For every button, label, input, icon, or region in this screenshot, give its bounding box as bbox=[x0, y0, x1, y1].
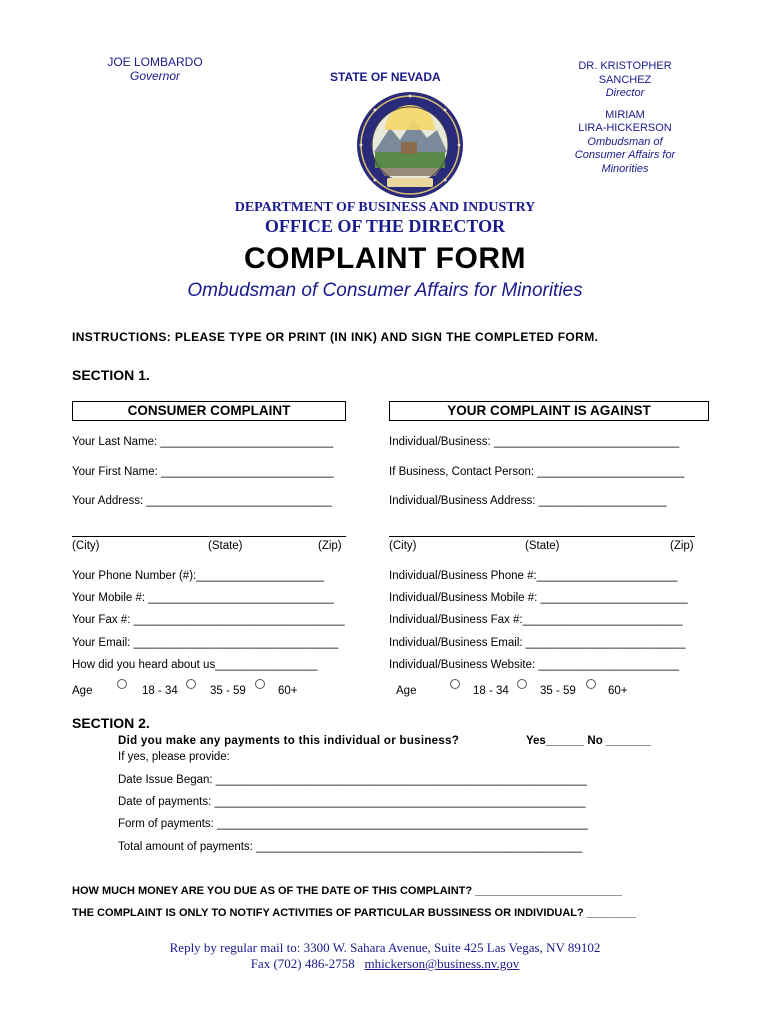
business-age-option-60-plus: 60+ bbox=[608, 685, 628, 697]
city-label: (City) bbox=[72, 540, 100, 552]
business-name-field[interactable]: Individual/Business: _____________________________ bbox=[389, 436, 680, 448]
business-age-radio-35-59[interactable] bbox=[517, 679, 527, 689]
form-payments-field[interactable]: Form of payments: __________________________________________________________ bbox=[118, 818, 589, 830]
instructions: INSTRUCTIONS: PLEASE TYPE OR PRINT (IN INK) AND SIGN THE COMPLETED FORM. bbox=[72, 330, 599, 344]
state-name: STATE OF NEVADA bbox=[330, 70, 441, 84]
first-name-field[interactable]: Your First Name: ___________________________ bbox=[72, 466, 334, 478]
phone-field[interactable]: Your Phone Number (#):____________________ bbox=[72, 570, 325, 582]
nevada-state-seal-icon bbox=[355, 90, 465, 200]
business-fax-field[interactable]: Individual/Business Fax #:_________________________ bbox=[389, 614, 683, 626]
business-zip-label: (Zip) bbox=[670, 540, 694, 552]
age-option-35-59: 35 - 59 bbox=[210, 685, 246, 697]
state-label: (State) bbox=[208, 540, 243, 552]
business-age-label: Age bbox=[396, 685, 417, 697]
footer-email-link[interactable]: mhickerson@business.nv.gov bbox=[364, 956, 520, 971]
mobile-field[interactable]: Your Mobile #: _____________________________ bbox=[72, 592, 334, 604]
business-phone-field[interactable]: Individual/Business Phone #:______________________ bbox=[389, 570, 678, 582]
ombud-title-2: Consumer Affairs for bbox=[574, 149, 676, 161]
age-option-60-plus: 60+ bbox=[278, 685, 298, 697]
business-website-field[interactable]: Individual/Business Website: ______________________ bbox=[389, 659, 680, 671]
payments-question: Did you make any payments to this individual or business? bbox=[118, 735, 460, 747]
page-title: COMPLAINT FORM bbox=[244, 242, 526, 275]
ombud-name-1: MIRIAM bbox=[605, 108, 645, 121]
ombud-title-1: Ombudsman of bbox=[587, 135, 663, 148]
email-field[interactable]: Your Email: ________________________________ bbox=[72, 637, 339, 649]
director-title: Director bbox=[605, 87, 645, 99]
business-age-radio-60-plus[interactable] bbox=[586, 679, 596, 689]
age-radio-60-plus[interactable] bbox=[255, 679, 265, 689]
last-name-field[interactable]: Your Last Name: ___________________________ bbox=[72, 436, 334, 448]
business-age-radio-18-34[interactable] bbox=[450, 679, 460, 689]
business-state-label: (State) bbox=[525, 540, 560, 552]
contact-person-field[interactable]: If Business, Contact Person: _______________________ bbox=[389, 466, 685, 478]
section-1-label: SECTION 1. bbox=[72, 367, 150, 383]
section-2-label: SECTION 2. bbox=[72, 715, 150, 731]
business-city-label: (City) bbox=[389, 540, 417, 552]
money-due-question[interactable]: HOW MUCH MONEY ARE YOU DUE AS OF THE DATE OF THIS COMPLAINT? ________________________ bbox=[72, 885, 622, 897]
date-issue-field[interactable]: Date Issue Began: __________________________________________________________ bbox=[118, 774, 587, 786]
business-address-line-2[interactable] bbox=[389, 536, 695, 537]
business-mobile-field[interactable]: Individual/Business Mobile #: _______________________ bbox=[389, 592, 688, 604]
age-label: Age bbox=[72, 685, 93, 697]
business-address-field[interactable]: Individual/Business Address: ____________________ bbox=[389, 495, 667, 507]
address-field[interactable]: Your Address: _____________________________ bbox=[72, 495, 332, 507]
notify-question[interactable]: THE COMPLAINT IS ONLY TO NOTIFY ACTIVITIES OF PARTICULAR BUSSINESS OR INDIVIDUAL? ________ bbox=[72, 907, 636, 919]
complaint-against-header: YOUR COMPLAINT IS AGAINST bbox=[389, 401, 709, 421]
business-age-option-18-34: 18 - 34 bbox=[473, 685, 509, 697]
governor-title: Governor bbox=[129, 69, 181, 83]
director-name-1: DR. KRISTOPHER bbox=[578, 60, 672, 72]
total-payments-field[interactable]: Total amount of payments: ___________________________________________________ bbox=[118, 841, 583, 853]
governor-block bbox=[100, 55, 210, 83]
if-yes-label: If yes, please provide: bbox=[118, 751, 230, 763]
business-age-option-35-59: 35 - 59 bbox=[540, 685, 576, 697]
ombud-title-3: Minorities bbox=[601, 162, 649, 175]
officials-block bbox=[560, 60, 690, 176]
consumer-complaint-header: CONSUMER COMPLAINT bbox=[72, 401, 346, 421]
department-name: DEPARTMENT OF BUSINESS AND INDUSTRY bbox=[234, 200, 536, 215]
date-payments-field[interactable]: Date of payments: __________________________________________________________ bbox=[118, 796, 586, 808]
payments-yes-no[interactable]: Yes______ No _______ bbox=[526, 735, 651, 747]
heard-about-field[interactable]: How did you heard about us________________ bbox=[72, 659, 318, 671]
footer-fax: Fax (702) 486-2758 bbox=[250, 956, 355, 971]
director-name-2: SANCHEZ bbox=[598, 73, 652, 86]
business-email-field[interactable]: Individual/Business Email: _________________________ bbox=[389, 637, 686, 649]
address-line-2[interactable] bbox=[72, 536, 346, 537]
age-radio-18-34[interactable] bbox=[117, 679, 127, 689]
footer-mail-address: Reply by regular mail to: 3300 W. Sahara Avenue, Suite 425 Las Vegas, NV 89102 bbox=[169, 940, 601, 955]
page-subtitle: Ombudsman of Consumer Affairs for Minorities bbox=[187, 280, 583, 301]
zip-label: (Zip) bbox=[318, 540, 342, 552]
age-option-18-34: 18 - 34 bbox=[142, 685, 178, 697]
ombud-name-2: LIRA-HICKERSON bbox=[578, 122, 672, 134]
governor-name: JOE LOMBARDO bbox=[107, 55, 203, 69]
fax-field[interactable]: Your Fax #: _________________________________ bbox=[72, 614, 345, 626]
age-radio-35-59[interactable] bbox=[186, 679, 196, 689]
office-name: OFFICE OF THE DIRECTOR bbox=[264, 216, 506, 236]
footer-contact bbox=[0, 956, 770, 972]
